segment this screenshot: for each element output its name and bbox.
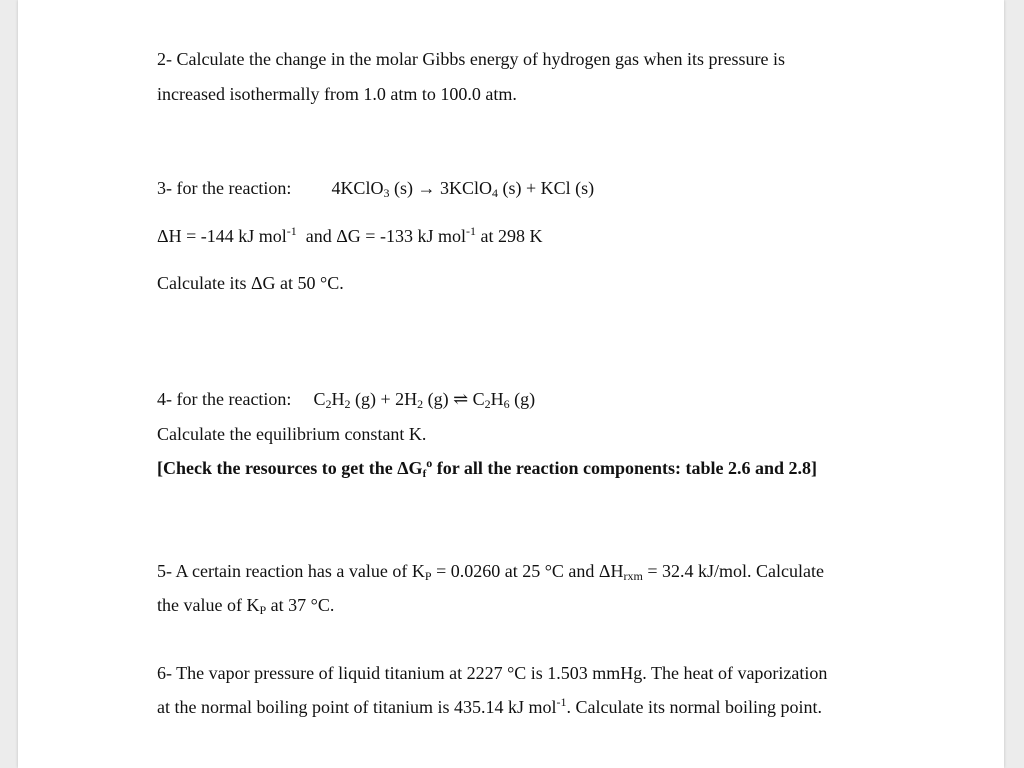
q5-line-2: the value of $K_P$ at 37 °C. <box>157 595 335 617</box>
q3-task: Calculate its ΔG at 50 °C. <box>157 273 344 293</box>
q4-reaction: $C_2H_2$ $(g) + 2H_2$ (g) ⇌ $C_2H_6$ (g) <box>313 389 536 411</box>
q3-reaction-line <box>157 177 594 199</box>
document-page <box>18 0 1004 768</box>
q4-intro: 4- for the reaction: <box>157 389 292 409</box>
q6-line-2: at the normal boiling point of titanium is 435.14 kJ mol$^{-1}$. Calculate its normal boiling point. <box>157 695 822 717</box>
q4-reaction-line <box>157 388 535 410</box>
q3-reaction: 4KClO$_3$ (s) → 3KClO$_4$ (s) + KCl (s) <box>331 178 595 200</box>
q2-line-1: 2- Calculate the change in the molar Gibbs energy of hydrogen gas when its pressure is <box>157 49 785 69</box>
q4-task: Calculate the equilibrium constant K. <box>157 424 427 444</box>
q3-intro: 3- for the reaction: <box>157 178 292 198</box>
q2-line-2: increased isothermally from 1.0 atm to 100.0 atm. <box>157 84 517 104</box>
q3-thermo-data: ΔH = -144 kJ mol$^{-1}$ and ΔG = -133 kJ mol$^{-1}$ at 298 K <box>157 224 543 246</box>
q5-line-1: 5- A certain reaction has a value of $K_P = 0.0260$ at 25 °C and $\Delta H_{rxm} = 32.4$ kJ/mol. Calculate <box>157 561 824 583</box>
q6-line-1: 6- The vapor pressure of liquid titanium at 2227 °C is 1.503 mmHg. The heat of vaporization <box>157 663 828 683</box>
q4-resource-note: [Check the resources to get the $\Delta G_f^o$ for all the reaction components: table 2.6 and 2.8] <box>157 456 818 480</box>
